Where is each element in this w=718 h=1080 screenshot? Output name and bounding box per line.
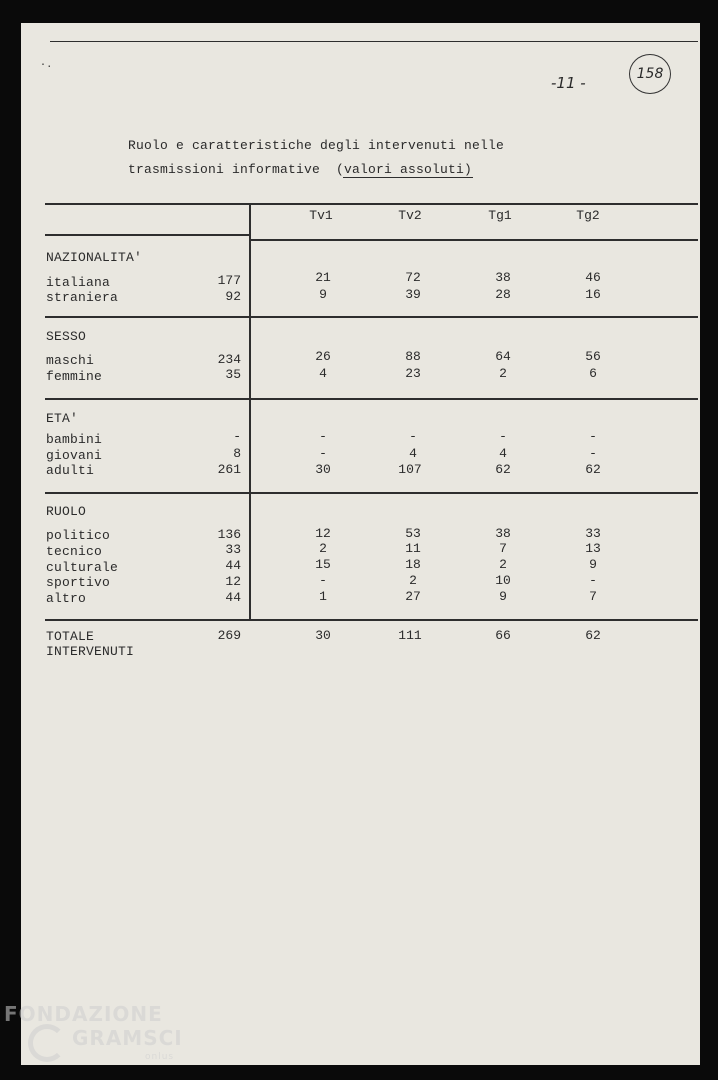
cell: 1: [319, 589, 327, 604]
margin-mark: ·.: [40, 60, 53, 71]
cell: 4: [319, 366, 327, 381]
cell: -: [319, 446, 327, 461]
cell: 16: [585, 287, 601, 302]
cell: -: [589, 429, 597, 444]
cell: 26: [315, 349, 331, 364]
title-line-1: Ruolo e caratteristiche degli intervenuti nelle: [128, 138, 505, 153]
cell: 18: [405, 557, 421, 572]
row-total: 12: [225, 574, 241, 589]
title-line-2: trasmissioni informative (valori assoluti): [128, 162, 473, 177]
cell: 56: [585, 349, 601, 364]
cell: 33: [585, 526, 601, 541]
totals-cell: 30: [315, 628, 331, 643]
cell: 72: [405, 270, 421, 285]
row-label: politico: [46, 528, 111, 543]
row-total: 35: [225, 367, 241, 382]
cell: 15: [315, 557, 331, 572]
row-total: 44: [225, 590, 241, 605]
section-rule-1: [45, 316, 698, 318]
table-bottom-rule: [45, 619, 698, 621]
row-total: 177: [217, 273, 241, 288]
totals-label-2: INTERVENUTI: [46, 644, 135, 659]
section-heading: ETA': [46, 411, 79, 426]
cell: 13: [585, 541, 601, 556]
totals-cell: 62: [585, 628, 601, 643]
cell: 2: [499, 366, 507, 381]
title-underline: [343, 177, 473, 178]
cell: 107: [398, 462, 422, 477]
cell: 7: [589, 589, 597, 604]
row-label: bambini: [46, 432, 103, 447]
cell: 62: [585, 462, 601, 477]
cell: 21: [315, 270, 331, 285]
archive-stamp-number: 158: [636, 66, 664, 82]
column-header-tg1: Tg1: [488, 208, 512, 223]
cell: -: [589, 446, 597, 461]
column-header-tv1: Tv1: [309, 208, 333, 223]
top-rule: [50, 41, 698, 42]
row-label: straniera: [46, 290, 119, 305]
row-total: 234: [217, 352, 241, 367]
section-heading: RUOLO: [46, 504, 87, 519]
cell: 9: [319, 287, 327, 302]
cell: 2: [499, 557, 507, 572]
cell: 27: [405, 589, 421, 604]
cell: 30: [315, 462, 331, 477]
cell: 10: [495, 573, 511, 588]
cell: 64: [495, 349, 511, 364]
row-total: 92: [225, 289, 241, 304]
cell: -: [319, 429, 327, 444]
totals-total: 269: [217, 628, 241, 643]
row-label: tecnico: [46, 544, 103, 559]
header-bottom-rule-left: [45, 234, 250, 236]
cell: -: [499, 429, 507, 444]
section-heading: SESSO: [46, 329, 87, 344]
table-top-rule: [45, 203, 698, 205]
row-label: culturale: [46, 560, 119, 575]
cell: -: [319, 573, 327, 588]
cell: 23: [405, 366, 421, 381]
row-label: adulti: [46, 463, 95, 478]
cell: 62: [495, 462, 511, 477]
cell: 38: [495, 526, 511, 541]
archive-stamp: [629, 54, 671, 94]
cell: 2: [319, 541, 327, 556]
cell: 7: [499, 541, 507, 556]
cell: 2: [409, 573, 417, 588]
cell: 12: [315, 526, 331, 541]
totals-label-1: TOTALE: [46, 629, 95, 644]
column-header-tv2: Tv2: [398, 208, 422, 223]
section-rule-3: [45, 492, 698, 494]
watermark-line-2: GRAMSCI: [72, 1026, 183, 1050]
column-header-tg2: Tg2: [576, 208, 600, 223]
cell: -: [409, 429, 417, 444]
section-rule-2: [45, 398, 698, 400]
page-number: -11 -: [551, 74, 586, 92]
row-total: 261: [217, 462, 241, 477]
watermark-logo-icon: [28, 1024, 66, 1062]
section-heading: NAZIONALITA': [46, 250, 143, 265]
cell: 88: [405, 349, 421, 364]
totals-cell: 111: [398, 628, 422, 643]
cell: 9: [499, 589, 507, 604]
row-total: -: [233, 429, 241, 444]
cell: 11: [405, 541, 421, 556]
cell: 4: [499, 446, 507, 461]
row-total: 33: [225, 542, 241, 557]
row-label: sportivo: [46, 575, 111, 590]
cell: 46: [585, 270, 601, 285]
table-divider: [249, 203, 251, 621]
row-label: altro: [46, 591, 87, 606]
cell: 9: [589, 557, 597, 572]
row-total: 136: [217, 527, 241, 542]
header-bottom-rule-right: [250, 239, 698, 241]
watermark-suffix: onlus: [145, 1052, 175, 1062]
watermark-line-1: FONDAZIONE: [4, 1002, 163, 1026]
cell: 39: [405, 287, 421, 302]
cell: 4: [409, 446, 417, 461]
cell: 6: [589, 366, 597, 381]
cell: -: [589, 573, 597, 588]
row-label: femmine: [46, 369, 103, 384]
cell: 28: [495, 287, 511, 302]
cell: 38: [495, 270, 511, 285]
row-label: maschi: [46, 353, 95, 368]
row-total: 44: [225, 558, 241, 573]
row-total: 8: [233, 446, 241, 461]
cell: 53: [405, 526, 421, 541]
row-label: italiana: [46, 275, 111, 290]
totals-cell: 66: [495, 628, 511, 643]
row-label: giovani: [46, 448, 103, 463]
